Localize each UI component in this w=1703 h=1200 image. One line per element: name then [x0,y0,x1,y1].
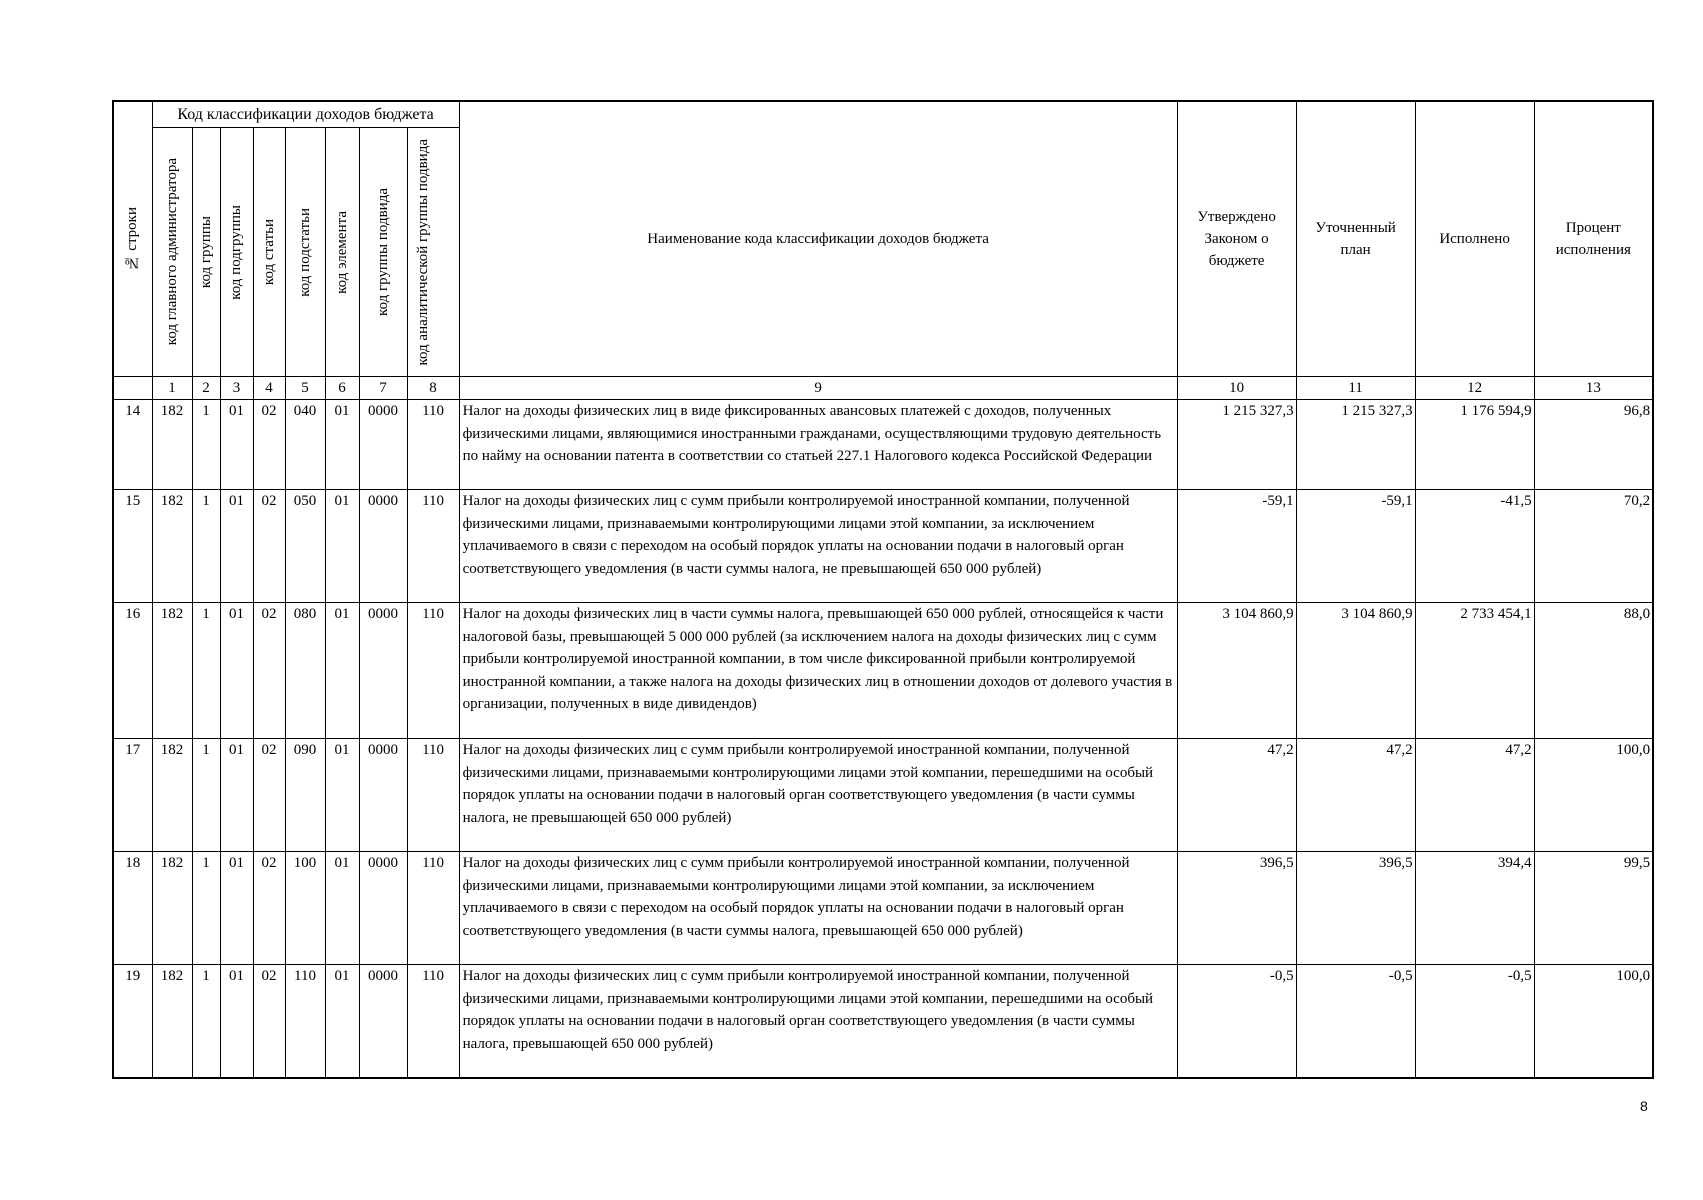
element-code: 01 [325,603,359,739]
admin-code: 182 [152,490,192,603]
article-code: 02 [253,852,285,965]
row-number: 17 [113,739,152,852]
executed-value: -41,5 [1415,490,1534,603]
admin-code: 182 [152,400,192,490]
column-number: 1 [152,377,192,400]
table-row [113,739,1653,852]
approved-header: Утверждено Законом о бюджете [1177,101,1296,377]
analytic-group-code: 110 [407,965,459,1078]
element-code: 01 [325,739,359,852]
element-code: 01 [325,490,359,603]
subarticle-code: 100 [285,852,325,965]
column-number: 8 [407,377,459,400]
subtype-group-code: 0000 [359,603,407,739]
admin-code: 182 [152,603,192,739]
executed-value: -0,5 [1415,965,1534,1078]
refined-plan-value: 47,2 [1296,739,1415,852]
article-code: 02 [253,603,285,739]
column-number: 6 [325,377,359,400]
classification-name: Налог на доходы физических лиц в части суммы налога, превышающей 650 000 рублей, относящейся к части налоговой базы, превышающей 5 000 000 рублей (за исключением налога на доходы физических лиц с сумм прибыли контролируемой иностранной компании, в том числе фиксированной прибыли контролируемой иностранной компании, а также налога на доходы физических лиц в отношении доходов от долевого участия в организации, полученных в виде дивидендов) [459,603,1177,739]
subarticle-code: 050 [285,490,325,603]
subarticle-code: 110 [285,965,325,1078]
table-row [113,400,1653,490]
column-number-row [113,377,1653,400]
group-code: 1 [192,965,220,1078]
subgroup-code: 01 [220,852,253,965]
admin-code-header: код главного администратора [152,128,192,377]
element-code-header: код элемента [325,128,359,377]
column-number: 9 [459,377,1177,400]
approved-value: -59,1 [1177,490,1296,603]
subarticle-code: 080 [285,603,325,739]
subgroup-code: 01 [220,965,253,1078]
article-code: 02 [253,965,285,1078]
subtype-group-code: 0000 [359,490,407,603]
classification-name: Налог на доходы физических лиц с сумм прибыли контролируемой иностранной компании, полученной физическими лицами, признаваемыми контролирующими лицами этой компании, за исключением уплачиваемого в связи с переходом на особый порядок уплаты на основании подачи в налоговый орган соответствующего уведомления (в части суммы налога, не превышающей 650 000 рублей) [459,490,1177,603]
group-code-header: код группы [192,128,220,377]
element-code: 01 [325,400,359,490]
group-code: 1 [192,603,220,739]
refined-plan-value: -59,1 [1296,490,1415,603]
name-header: Наименование кода классификации доходов бюджета [459,101,1177,377]
analytic-group-code: 110 [407,400,459,490]
approved-value: 47,2 [1177,739,1296,852]
subgroup-code: 01 [220,603,253,739]
refined-plan-value: -0,5 [1296,965,1415,1078]
admin-code: 182 [152,739,192,852]
refined-plan-value: 3 104 860,9 [1296,603,1415,739]
article-code-header: код статьи [253,128,285,377]
table-row [113,965,1653,1078]
percent-value: 96,8 [1534,400,1653,490]
executed-value: 47,2 [1415,739,1534,852]
analytic-group-code: 110 [407,852,459,965]
subtype-group-code: 0000 [359,965,407,1078]
article-code: 02 [253,739,285,852]
table-row [113,852,1653,965]
column-number: 5 [285,377,325,400]
subgroup-code: 01 [220,490,253,603]
column-number: 10 [1177,377,1296,400]
column-number: 2 [192,377,220,400]
element-code: 01 [325,852,359,965]
executed-value: 394,4 [1415,852,1534,965]
classification-name: Налог на доходы физических лиц с сумм прибыли контролируемой иностранной компании, полученной физическими лицами, признаваемыми контролирующими лицами этой компании, за исключением уплачиваемого в связи с переходом на особый порядок уплаты на основании подачи в налоговый орган соответствующего уведомления (в части суммы налога, превышающей 650 000 рублей) [459,852,1177,965]
classification-name: Налог на доходы физических лиц с сумм прибыли контролируемой иностранной компании, полученной физическими лицами, признаваемыми контролирующими лицами этой компании, перешедшими на особый порядок уплаты на основании подачи в налоговый орган соответствующего уведомления (в части суммы налога, не превышающей 650 000 рублей) [459,739,1177,852]
classification-name: Налог на доходы физических лиц в виде фиксированных авансовых платежей с доходов, полученных физическими лицами, являющимися иностранными гражданами, осуществляющими трудовую деятельность по найму на основании патента в соответствии со статьей 227.1 Налогового кодекса Российской Федерации [459,400,1177,490]
percent-value: 100,0 [1534,965,1653,1078]
row-number: 16 [113,603,152,739]
article-code: 02 [253,400,285,490]
group-code: 1 [192,852,220,965]
classification-name: Налог на доходы физических лиц с сумм прибыли контролируемой иностранной компании, полученной физическими лицами, признаваемыми контролирующими лицами этой компании, перешедшими на особый порядок уплаты на основании подачи в налоговый орган соответствующего уведомления (в части суммы налога, превышающей 650 000 рублей) [459,965,1177,1078]
element-code: 01 [325,965,359,1078]
table-row [113,490,1653,603]
subarticle-code-header: код подстатьи [285,128,325,377]
analytic-group-code-header: код аналитической группы подвида [407,128,459,377]
analytic-group-code: 110 [407,739,459,852]
row-number: 14 [113,400,152,490]
row-number: 18 [113,852,152,965]
column-number [113,377,152,400]
percent-value: 70,2 [1534,490,1653,603]
executed-header: Исполнено [1415,101,1534,377]
approved-value: -0,5 [1177,965,1296,1078]
executed-value: 2 733 454,1 [1415,603,1534,739]
classification-code-group-header: Код классификации доходов бюджета [152,101,459,128]
group-code: 1 [192,739,220,852]
column-number: 3 [220,377,253,400]
percent-value: 99,5 [1534,852,1653,965]
admin-code: 182 [152,965,192,1078]
group-code: 1 [192,490,220,603]
refined-plan-value: 396,5 [1296,852,1415,965]
percent-value: 100,0 [1534,739,1653,852]
refined-plan-header: Уточненный план [1296,101,1415,377]
page-number: 8 [1640,1098,1648,1114]
column-number: 7 [359,377,407,400]
admin-code: 182 [152,852,192,965]
percent-value: 88,0 [1534,603,1653,739]
subgroup-code-header: код подгруппы [220,128,253,377]
refined-plan-value: 1 215 327,3 [1296,400,1415,490]
column-number: 4 [253,377,285,400]
subtype-group-code: 0000 [359,739,407,852]
column-number: 11 [1296,377,1415,400]
article-code: 02 [253,490,285,603]
subtype-group-code: 0000 [359,400,407,490]
approved-value: 396,5 [1177,852,1296,965]
approved-value: 3 104 860,9 [1177,603,1296,739]
subgroup-code: 01 [220,739,253,852]
row-number: 15 [113,490,152,603]
row-number: 19 [113,965,152,1078]
percent-header: Процент исполнения [1534,101,1653,377]
subtype-group-code: 0000 [359,852,407,965]
analytic-group-code: 110 [407,603,459,739]
subarticle-code: 090 [285,739,325,852]
executed-value: 1 176 594,9 [1415,400,1534,490]
subgroup-code: 01 [220,400,253,490]
column-number: 13 [1534,377,1653,400]
row-number-header: № строки [113,101,152,377]
subtype-group-code-header: код группы подвида [359,128,407,377]
revenue-table [112,100,1654,1079]
column-number: 12 [1415,377,1534,400]
group-code: 1 [192,400,220,490]
table-row [113,603,1653,739]
approved-value: 1 215 327,3 [1177,400,1296,490]
subarticle-code: 040 [285,400,325,490]
analytic-group-code: 110 [407,490,459,603]
